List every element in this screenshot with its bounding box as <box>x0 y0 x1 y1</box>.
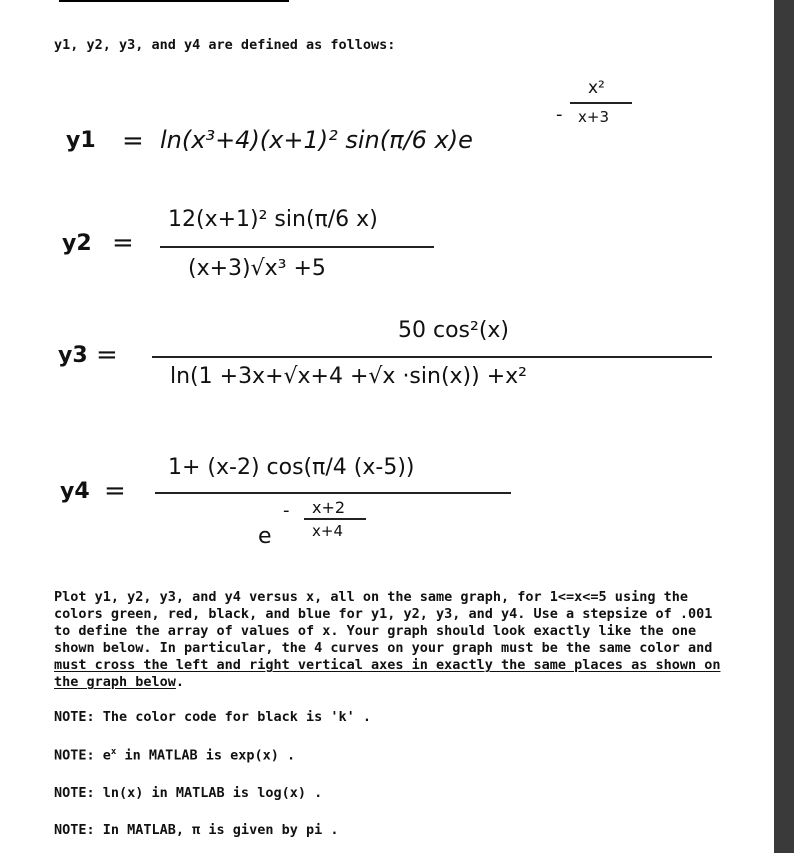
instructions-end: . <box>175 674 185 690</box>
y3-equals: = <box>96 340 118 370</box>
y3-denominator: ln(1 +3x+√x+4 +√x ·sin(x)) +x² <box>170 364 527 389</box>
instructions-underlined: must cross the left and right vertical axes in exactly the same places as shown on the graph below <box>54 657 721 690</box>
top-rule <box>59 0 289 2</box>
y4-den-exp-fraction-line <box>304 518 366 520</box>
y1-exp-sign: - <box>556 104 563 125</box>
y2-numerator: 12(x+1)² sin(π/6 x) <box>168 207 378 232</box>
instructions-paragraph <box>54 589 734 691</box>
y1-equals: = <box>122 126 144 156</box>
y3-fraction-line <box>152 356 712 358</box>
y3-label: y3 <box>58 343 88 368</box>
note-black-color: NOTE: The color code for black is 'k' . <box>54 709 371 725</box>
y1-exp-numerator: x² <box>588 78 605 98</box>
y4-den-exp-denominator: x+4 <box>312 522 343 540</box>
y4-den-base: e <box>258 524 272 549</box>
y1-exp-fraction-line <box>570 102 632 104</box>
y4-den-exp-numerator: x+2 <box>312 498 346 517</box>
y2-equals: = <box>112 228 134 258</box>
y4-numerator: 1+ (x-2) cos(π/4 (x-5)) <box>168 455 415 480</box>
y1-exp-denominator: x+3 <box>578 108 609 126</box>
y1-expression: ln(x³+4)(x+1)² sin(π/6 x)e <box>160 126 473 154</box>
note-pi: NOTE: In MATLAB, π is given by pi . <box>54 822 339 838</box>
note-exp-rest: in MATLAB is exp(x) . <box>116 747 296 764</box>
y3-numerator: 50 cos²(x) <box>398 318 510 343</box>
viewer-background <box>776 0 794 853</box>
note-exp-superscript: x <box>110 747 117 757</box>
note-exp <box>54 747 295 764</box>
y4-label: y4 <box>60 479 90 504</box>
instructions-text: Plot y1, y2, y3, and y4 versus x, all on the same graph, for 1<=x<=5 using the colors green, red, black, and blue for y1, y2, y3, and y4. Use a stepsize of .001 to define the array of values of x. Your graph should look exactly like the one shown below. In particular, the 4 curves on your graph must be the same color and <box>54 589 713 656</box>
y2-denominator: (x+3)√x³ +5 <box>188 256 326 281</box>
y2-label: y2 <box>62 231 92 256</box>
y1-label: y1 <box>66 128 96 153</box>
y4-equals: = <box>104 476 126 506</box>
y4-den-exp-sign: - <box>283 500 290 521</box>
y2-fraction-line <box>160 246 434 248</box>
note-log: NOTE: ln(x) in MATLAB is log(x) . <box>54 785 323 801</box>
note-exp-prefix: NOTE: e <box>54 747 111 764</box>
y4-fraction-line <box>155 492 511 494</box>
intro-text: y1, y2, y3, and y4 are defined as follows: <box>54 37 396 53</box>
